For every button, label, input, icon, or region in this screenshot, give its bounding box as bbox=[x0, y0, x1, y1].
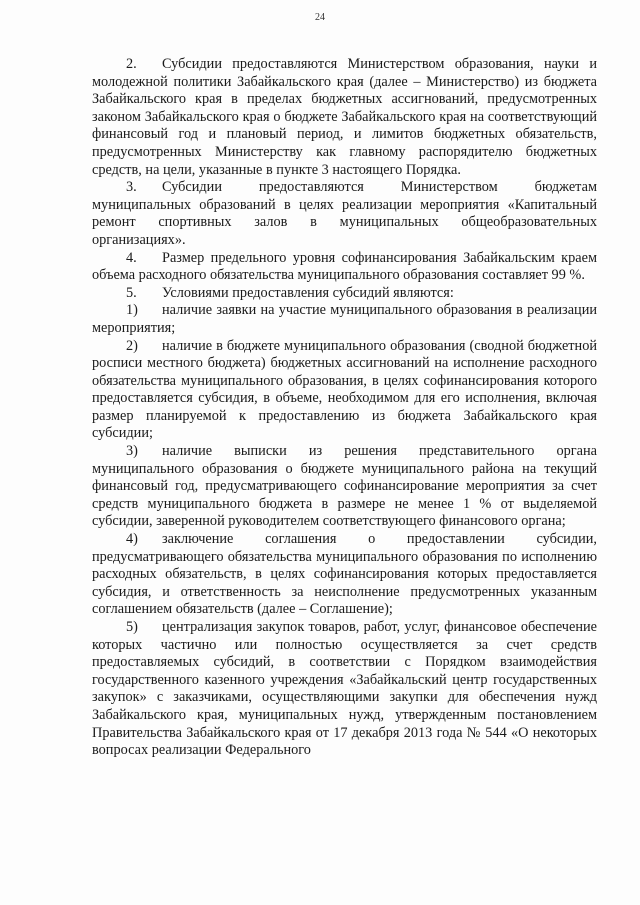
list-item-4 bbox=[92, 531, 597, 619]
list-item-number: 5) bbox=[126, 619, 138, 635]
list-item-text: наличие заявки на участие муниципального образования в реализации мероприятия; bbox=[92, 302, 597, 336]
list-item-number: 2) bbox=[126, 337, 138, 354]
list-item-number: 3) bbox=[126, 443, 138, 460]
paragraph-number: 5. bbox=[126, 284, 137, 301]
list-item-1 bbox=[92, 302, 597, 337]
paragraph-4 bbox=[92, 250, 597, 285]
paragraph-text: Субсидии предоставляются Министерством бюджетам муниципальных образований в целях реализации мероприятия «Капитальный ремонт спортивных залов в муниципальных общеобразовательных организациях». bbox=[92, 179, 597, 248]
paragraph-5 bbox=[92, 285, 597, 303]
list-item-5 bbox=[92, 619, 597, 760]
list-item-text: заключение соглашения о предоставлении субсидии, предусматривающего обязательства муниципального образования по исполнению расходных обязательств, в целях софинансирования которых предоставляется субсидия, и ответственность за неисполнение предусмотренных указанным соглашением обязательств (далее – Соглашение); bbox=[92, 531, 597, 618]
paragraph-3 bbox=[92, 179, 597, 249]
list-item-number: 4) bbox=[126, 531, 138, 548]
paragraph-number: 4. bbox=[126, 249, 137, 266]
list-item-number: 1) bbox=[126, 302, 138, 319]
list-item-3 bbox=[92, 443, 597, 531]
list-item-text: наличие в бюджете муниципального образования (сводной бюджетной росписи местного бюджета) бюджетных ассигнований на исполнение расходного обязательства муниципального образования, в целях софинансирования которого предоставляется субсидия, в объеме, необходимом для его исполнения, включая размер планируемой к предоставлению из бюджета Забайкальского края субсидии; bbox=[92, 337, 597, 442]
paragraph-number: 2. bbox=[126, 56, 137, 72]
paragraph-2 bbox=[92, 56, 597, 179]
list-item-2 bbox=[92, 338, 597, 444]
paragraph-text: Условиями предоставления субсидий являются: bbox=[162, 284, 454, 301]
list-item-text: централизация закупок товаров, работ, услуг, финансовое обеспечение которых частично или полностью осуществляется за счет средств предоставляемых субсидий, в соответствии с Порядком взаимодействия государственного казенного учреждения «Забайкальский центр государственных закупок» с заказчиками, осуществляющими закупки для обеспечения нужд Забайкальского края, муниципальных нужд, утвержденным постановлением Правительства Забайкальского края от 17 декабря 2013 года № 544 «О некоторых вопросах реализации Федерального bbox=[92, 619, 597, 759]
paragraph-text: Субсидии предоставляются Министерством образования, науки и молодежной политики Забайкальского края (далее – Министерство) из бюджета Забайкальского края в пределах бюджетных ассигнований, предусмотренных законом Забайкальского края о бюджете Забайкальского края на соответствующий финансовый год и плановый период, и лимитов бюджетных обязательств, предусмотренных Министерству как главному распорядителю бюджетных средств, на цели, указанные в пункте 3 настоящего Порядка. bbox=[92, 56, 597, 178]
list-item-text: наличие выписки из решения представительного органа муниципального образования о бюджете муниципального района на текущий финансовый год, предусматривающего софинансирование мероприятия за счет средств муниципального бюджета в размере не менее 1 % от выделяемой субсидии, заверенной руководителем соответствующего финансового органа; bbox=[92, 443, 597, 530]
page-number: 24 bbox=[315, 12, 325, 23]
paragraph-text: Размер предельного уровня софинансирования Забайкальским краем объема расходного обязательства муниципального образования составляет 99 %. bbox=[92, 249, 597, 284]
document-body bbox=[92, 56, 597, 760]
paragraph-number: 3. bbox=[126, 179, 137, 196]
